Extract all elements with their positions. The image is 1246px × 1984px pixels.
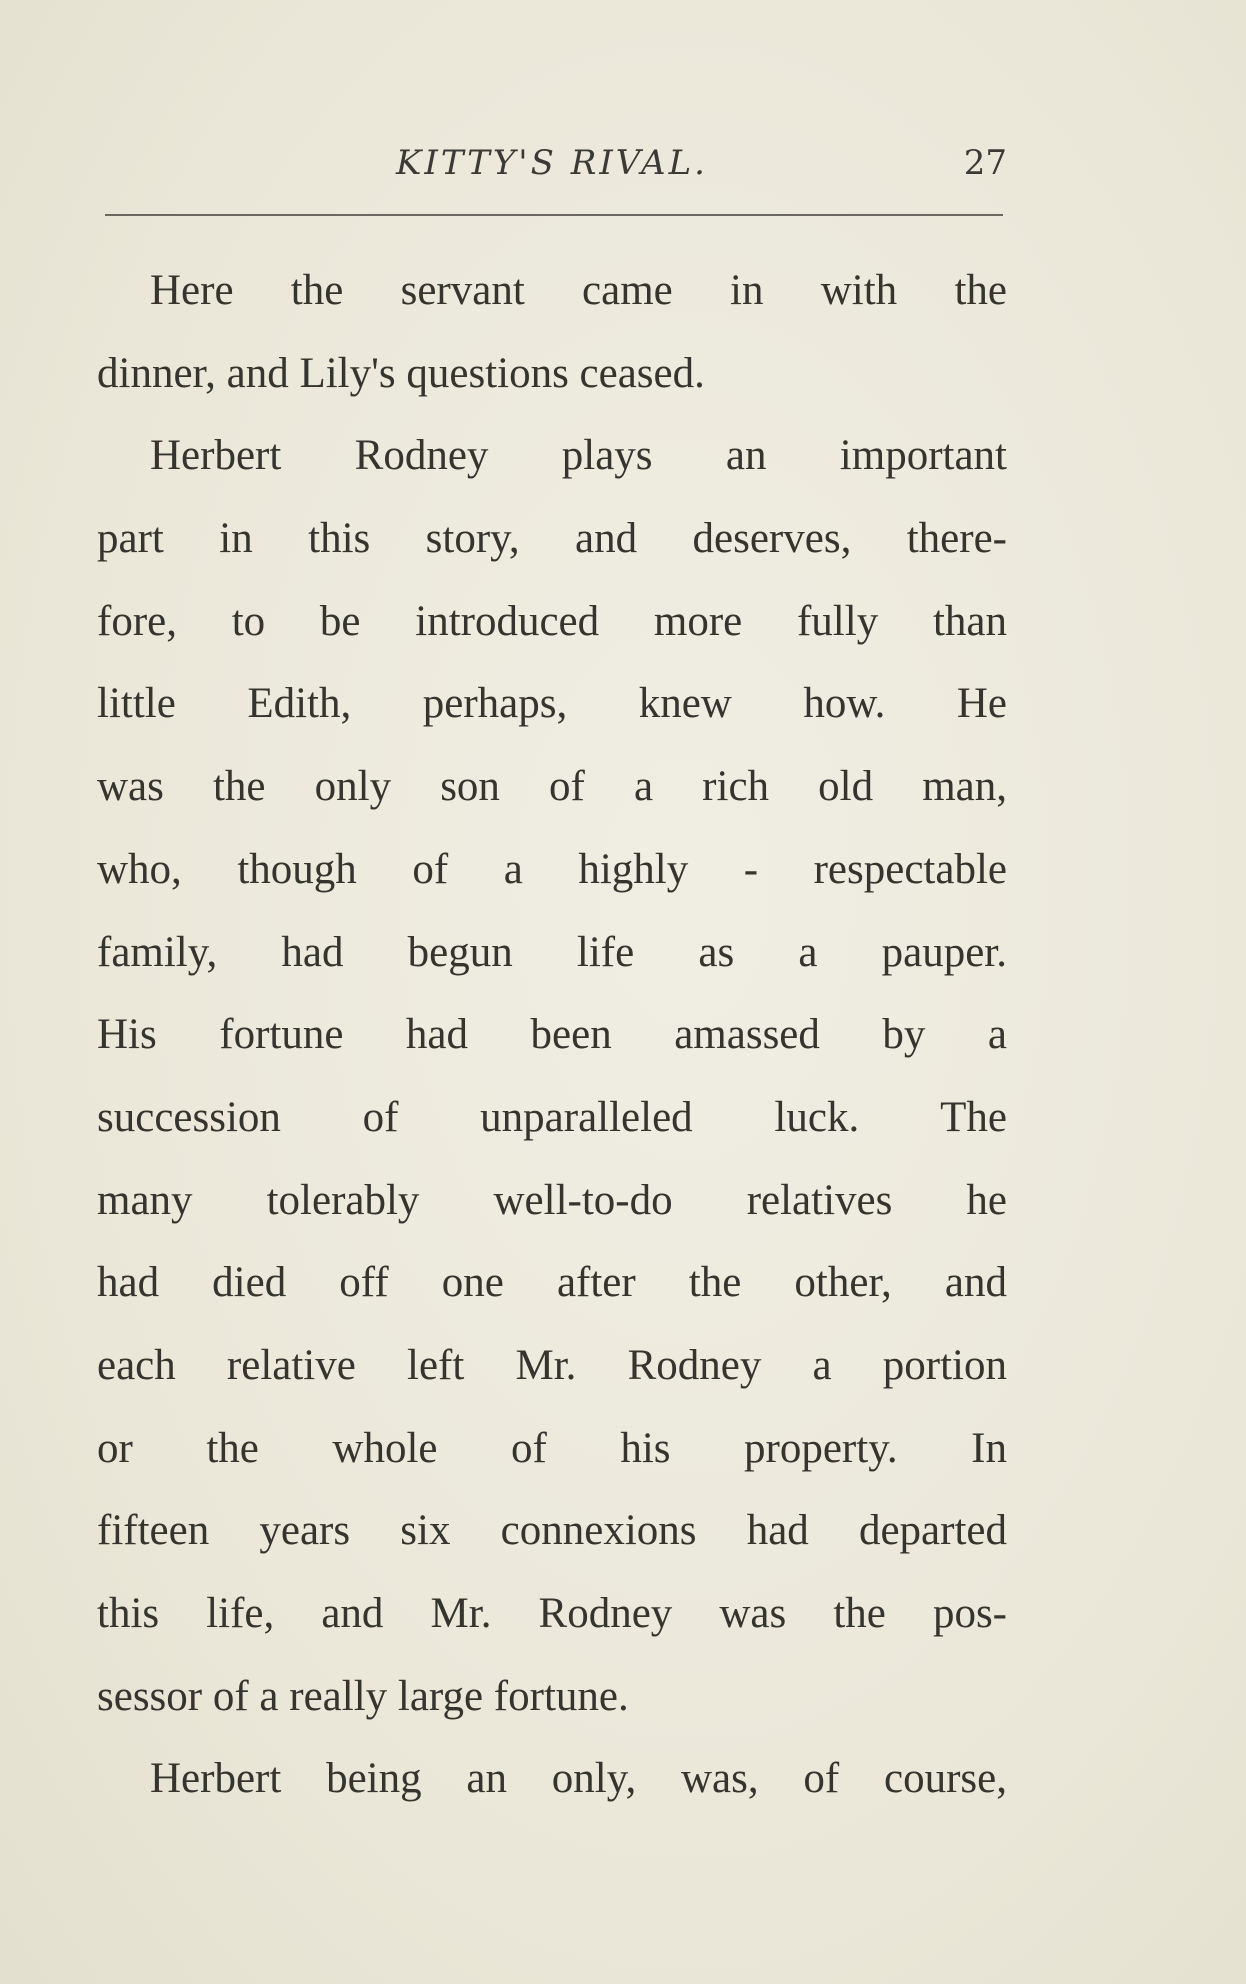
text-line: many tolerably well-to-do relatives he — [97, 1176, 1007, 1224]
text-line: fifteen years six connexions had departed — [97, 1507, 1007, 1555]
text-line: dinner, and Lily's questions ceased. — [97, 349, 705, 397]
header-rule — [105, 214, 1003, 216]
text-line: fore, to be introduced more fully than — [97, 597, 1007, 645]
text-line: or the whole of his property. In — [97, 1424, 1007, 1472]
text-line: family, had begun life as a pauper. — [97, 928, 1007, 976]
text-line: sessor of a really large fortune. — [97, 1672, 629, 1720]
text-line: this life, and Mr. Rodney was the pos- — [97, 1590, 1007, 1637]
text-line: was the only son of a rich old man, — [97, 763, 1007, 811]
text-line: each relative left Mr. Rodney a portion — [97, 1341, 1007, 1389]
body-text — [97, 250, 1007, 1821]
text-line: Herbert Rodney plays an important — [150, 432, 1007, 480]
text-line: who, though of a highly - respectable — [97, 845, 1007, 893]
text-line: His fortune had been amassed by a — [97, 1011, 1007, 1059]
text-line: little Edith, perhaps, knew how. He — [97, 680, 1007, 728]
page-header — [97, 138, 1007, 198]
page-number: 27 — [963, 143, 1007, 183]
text-line: part in this story, and deserves, there- — [97, 515, 1007, 563]
text-line: Here the servant came in with the — [150, 267, 1007, 314]
text-line: Herbert being an only, was, of course, — [150, 1755, 1007, 1803]
text-line: had died off one after the other, and — [97, 1259, 1007, 1307]
text-line: succession of unparalleled luck. The — [97, 1093, 1007, 1141]
running-head: KITTY'S RIVAL. — [396, 143, 708, 183]
